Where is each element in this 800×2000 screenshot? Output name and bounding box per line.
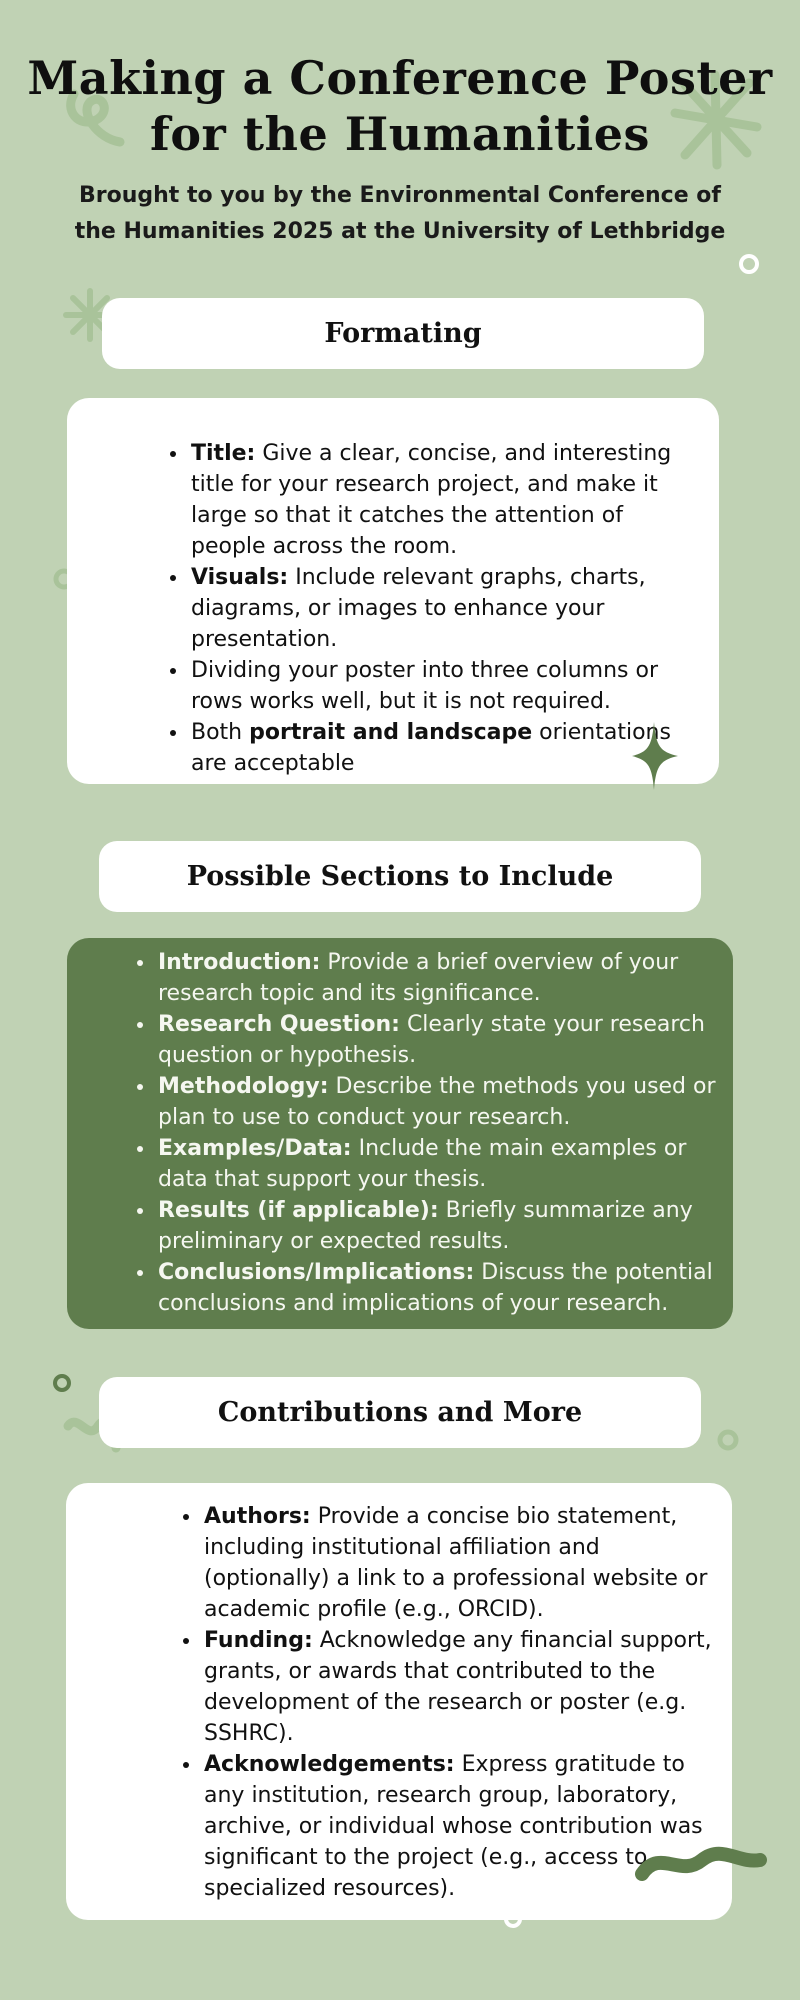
ring-decoration [51, 1372, 73, 1394]
formatting-list [161, 438, 679, 779]
item-text: Clearly state your research question or hypothesis. [158, 1012, 705, 1068]
contributions-heading-text: Contributions and More [217, 1397, 583, 1428]
item-label: Title: [191, 441, 256, 466]
item-text: Include relevant graphs, charts, diagrams, or images to enhance your presentation. [191, 565, 646, 652]
formatting-card [67, 398, 719, 784]
star-decoration [630, 720, 680, 792]
page-title [0, 50, 800, 162]
list-item [202, 1625, 716, 1749]
sections-list [128, 947, 723, 1319]
item-emphasis: portrait and landscape [249, 720, 533, 745]
list-item [202, 1501, 716, 1625]
sections-card [67, 938, 733, 1329]
list-item [156, 947, 723, 1009]
page-title-line: for the Humanities [150, 107, 650, 161]
subtitle-line: the Humanities 2025 at the University of Lethbridge [74, 219, 726, 244]
item-text: Acknowledge any financial support, grants, or awards that contributed to the development of the research or poster (e.g. SSHRC). [204, 1628, 712, 1746]
list-item [189, 655, 679, 717]
list-item [189, 717, 679, 779]
formatting-heading-text: Formating [324, 318, 482, 349]
item-text: Give a clear, concise, and interesting title for your research project, and make it large so that it catches the attention of people across the room. [191, 441, 672, 559]
formatting-heading [102, 298, 704, 369]
list-item [189, 438, 679, 562]
list-item [156, 1257, 723, 1319]
page-title-line: Making a Conference Poster [27, 51, 773, 105]
item-label: Authors: [204, 1504, 311, 1529]
squiggle-decoration [630, 1838, 770, 1888]
item-label: Research Question: [158, 1012, 400, 1037]
contributions-heading [99, 1377, 701, 1448]
item-label: Examples/Data: [158, 1136, 352, 1161]
sections-heading-text: Possible Sections to Include [186, 861, 614, 892]
item-label: Conclusions/Implications: [158, 1260, 475, 1285]
list-item [156, 1195, 723, 1257]
item-text: Provide a concise bio statement, including institutional affiliation and (optionally) a link to a professional website or academic profile (e.g., ORCID). [204, 1504, 708, 1622]
item-text: Both [191, 720, 250, 745]
subtitle [40, 178, 760, 250]
item-label: Visuals: [191, 565, 289, 590]
item-text: Dividing your poster into three columns or rows works well, but it is not required. [191, 658, 658, 714]
item-text: Describe the methods you used or plan to use to conduct your research. [158, 1074, 716, 1130]
sections-heading [99, 841, 701, 912]
item-label: Introduction: [158, 950, 321, 975]
item-text: Discuss the potential conclusions and implications of your research. [158, 1260, 713, 1316]
list-item [189, 562, 679, 655]
ring-decoration [716, 1428, 740, 1452]
item-text: Express gratitude to any institution, research group, laboratory, archive, or individual whose contribution was significant to the project (e.g., access to specialized resources). [204, 1752, 703, 1901]
item-label: Methodology: [158, 1074, 329, 1099]
subtitle-line: Brought to you by the Environmental Conference of [79, 183, 721, 208]
item-text: Include the main examples or data that support your thesis. [158, 1136, 687, 1192]
item-text: orientations are acceptable [191, 720, 671, 776]
list-item [156, 1009, 723, 1071]
item-label: Funding: [204, 1628, 313, 1653]
item-label: Results (if applicable): [158, 1198, 439, 1223]
item-text: Briefly summarize any preliminary or expected results. [158, 1198, 693, 1254]
item-label: Acknowledgements: [204, 1752, 455, 1777]
list-item [156, 1133, 723, 1195]
item-text: Provide a brief overview of your research topic and its significance. [158, 950, 679, 1006]
list-item [156, 1071, 723, 1133]
ring-decoration [737, 252, 761, 276]
ring-decoration [502, 1908, 524, 1930]
